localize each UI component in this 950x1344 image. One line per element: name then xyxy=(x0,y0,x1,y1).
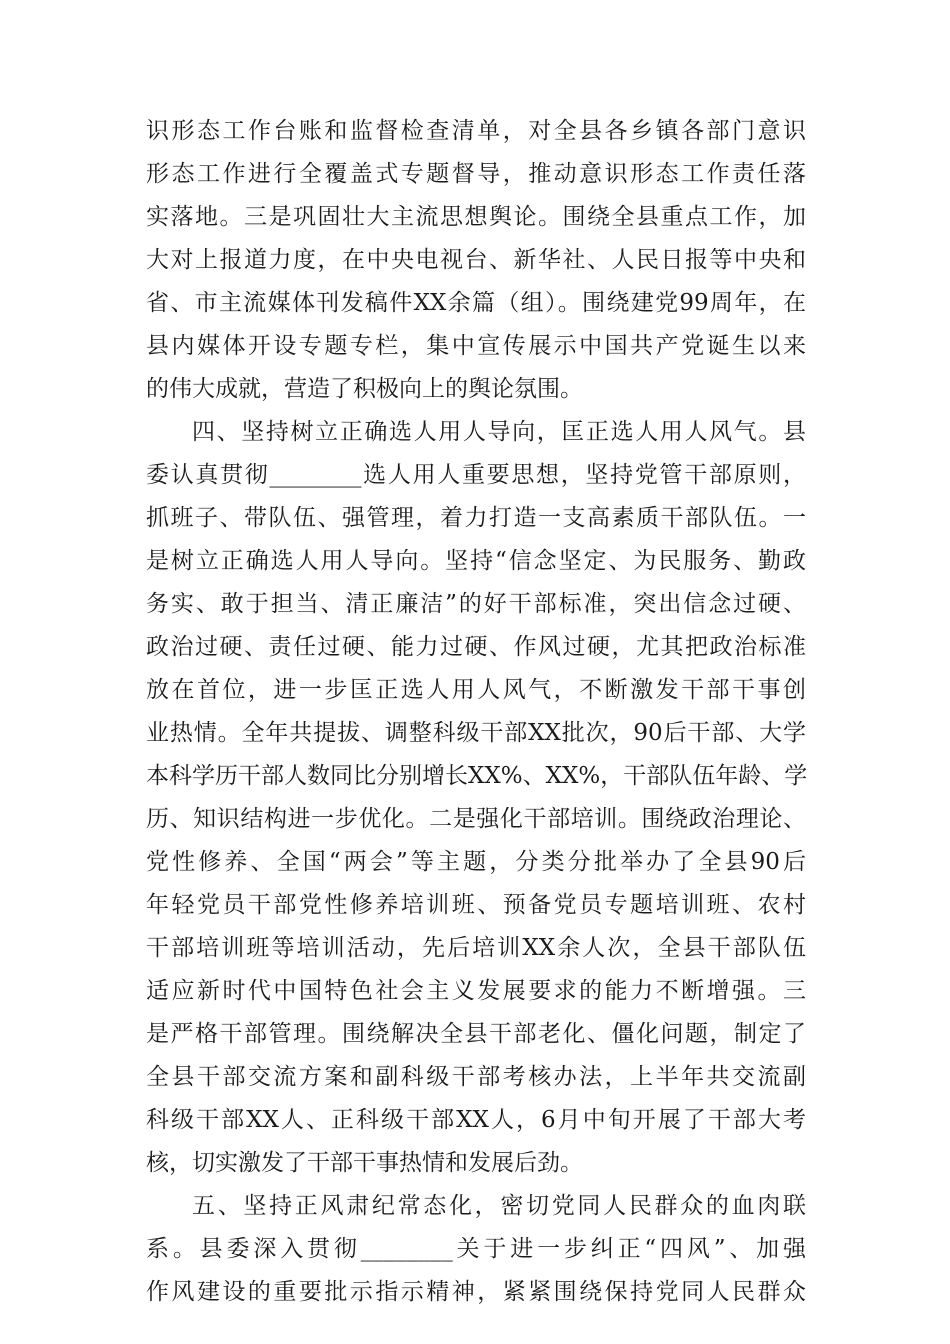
text-line: 干部培训班等培训活动，先后培训XX余人次，全县干部队伍 xyxy=(146,935,806,961)
text-line: 科级干部XX人、正科级干部XX人，6月中旬开展了干部大考 xyxy=(146,1107,806,1133)
text-line: 历、知识结构进一步优化。二是强化干部培训。围绕政治理论、 xyxy=(146,806,806,832)
section-heading-line: 五、坚持正风肃纪常态化，密切党同人民群众的血肉联 xyxy=(192,1193,806,1219)
text-line: 县内媒体开设专题专栏，集中宣传展示中国共产党诞生以来 xyxy=(146,333,806,359)
text-line: 抓班子、带队伍、强管理，着力打造一支高素质干部队伍。一 xyxy=(146,505,806,531)
text-line: 系。县委深入贯彻________关于进一步纠正“四风”、加强 xyxy=(146,1236,806,1262)
text-line: 省、市主流媒体刊发稿件XX余篇（组）。围绕建党99周年，在 xyxy=(146,290,806,316)
text-line: 大对上报道力度，在中央电视台、新华社、人民日报等中央和 xyxy=(146,247,806,273)
text-line: 适应新时代中国特色社会主义发展要求的能力不断增强。三 xyxy=(146,978,806,1004)
section-heading-line: 四、坚持树立正确选人用人导向，匡正选人用人风气。县 xyxy=(192,419,806,445)
text-line: 政治过硬、责任过硬、能力过硬、作风过硬，尤其把政治标准 xyxy=(146,634,806,660)
text-line: 党性修养、全国“两会”等主题，分类分批举办了全县90后 xyxy=(146,849,806,875)
text-line: 年轻党员干部党性修养培训班、预备党员专题培训班、农村 xyxy=(146,892,806,918)
text-line: 是树立正确选人用人导向。坚持“信念坚定、为民服务、勤政 xyxy=(146,548,806,574)
text-line: 业热情。全年共提拔、调整科级干部XX批次，90后干部、大学 xyxy=(146,720,806,746)
text-line: 全县干部交流方案和副科级干部考核办法，上半年共交流副 xyxy=(146,1064,806,1090)
text-line: 作风建设的重要批示指示精神，紧紧围绕保持党同人民群众 xyxy=(146,1279,806,1305)
text-line-paragraph-end: 的伟大成就，营造了积极向上的舆论氛围。 xyxy=(146,376,583,402)
text-line: 务实、敢于担当、清正廉洁”的好干部标准，突出信念过硬、 xyxy=(146,591,806,617)
text-line: 是严格干部管理。围绕解决全县干部老化、僵化问题，制定了 xyxy=(146,1021,806,1047)
text-line: 委认真贯彻________选人用人重要思想，坚持党管干部原则， xyxy=(146,462,806,488)
text-line: 形态工作进行全覆盖式专题督导，推动意识形态工作责任落 xyxy=(146,161,806,187)
text-line: 识形态工作台账和监督检查清单，对全县各乡镇各部门意识 xyxy=(146,118,806,144)
text-line: 实落地。三是巩固壮大主流思想舆论。围绕全县重点工作，加 xyxy=(146,204,806,230)
text-line: 放在首位，进一步匡正选人用人风气，不断激发干部干事创 xyxy=(146,677,806,703)
text-line: 本科学历干部人数同比分别增长XX%、XX%，干部队伍年龄、学 xyxy=(146,763,808,789)
text-line-paragraph-end: 核，切实激发了干部干事热情和发展后劲。 xyxy=(146,1150,583,1176)
